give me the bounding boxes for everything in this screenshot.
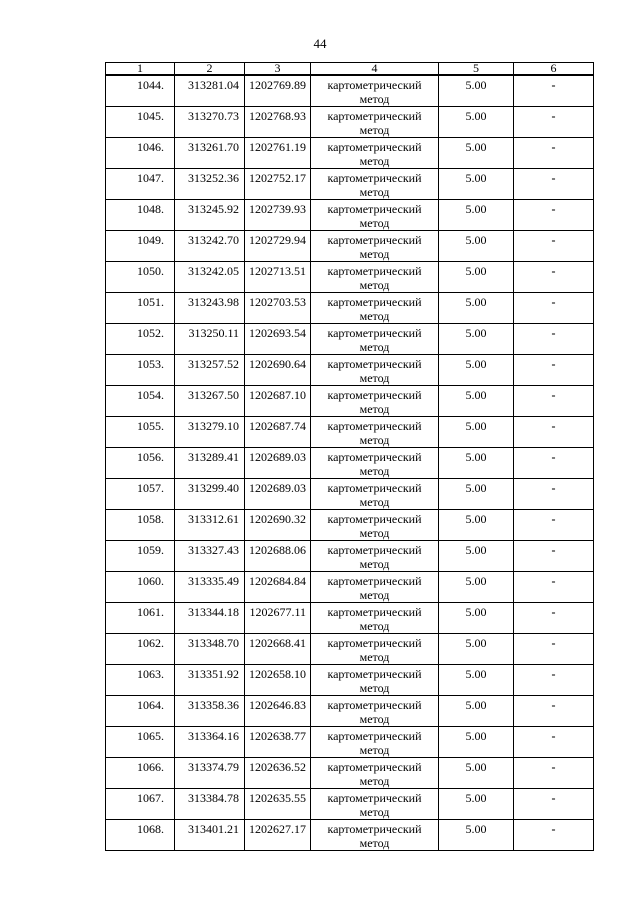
accuracy: 5.00 <box>439 479 514 510</box>
table-row <box>106 448 594 479</box>
coord-x: 313252.36 <box>175 169 245 200</box>
accuracy: 5.00 <box>439 696 514 727</box>
point-number: 1063. <box>106 665 175 696</box>
method-cell <box>311 169 439 200</box>
method-line-2: метод <box>359 185 390 199</box>
method-line-1: картометрический <box>327 636 422 650</box>
coord-y: 1202689.03 <box>245 479 311 510</box>
method-line-1: картометрический <box>327 481 422 495</box>
method-cell <box>311 758 439 789</box>
method-line-2: метод <box>359 278 390 292</box>
point-number: 1052. <box>106 324 175 355</box>
method-line-1: картометрический <box>327 264 422 278</box>
point-number: 1049. <box>106 231 175 262</box>
method-line-1: картометрический <box>327 543 422 557</box>
point-number: 1054. <box>106 386 175 417</box>
method-line-2: метод <box>359 154 390 168</box>
point-number: 1046. <box>106 138 175 169</box>
coord-x: 313245.92 <box>175 200 245 231</box>
method-line-1: картометрический <box>327 605 422 619</box>
table-row <box>106 200 594 231</box>
accuracy: 5.00 <box>439 758 514 789</box>
page-number: 44 <box>313 36 327 51</box>
coord-y: 1202638.77 <box>245 727 311 758</box>
description: - <box>514 448 594 479</box>
method-cell <box>311 293 439 324</box>
coord-y: 1202713.51 <box>245 262 311 293</box>
table-row <box>106 479 594 510</box>
method-line-1: картометрический <box>327 357 422 371</box>
table-row <box>106 231 594 262</box>
accuracy: 5.00 <box>439 262 514 293</box>
method-cell <box>311 510 439 541</box>
accuracy: 5.00 <box>439 75 514 107</box>
method-cell <box>311 355 439 386</box>
table-row <box>106 758 594 789</box>
accuracy: 5.00 <box>439 107 514 138</box>
method-line-1: картометрический <box>327 698 422 712</box>
method-cell <box>311 541 439 572</box>
method-line-2: метод <box>359 216 390 230</box>
method-cell <box>311 634 439 665</box>
point-number: 1053. <box>106 355 175 386</box>
table-body <box>106 75 594 851</box>
method-line-2: метод <box>359 712 390 726</box>
description: - <box>514 262 594 293</box>
method-line-2: метод <box>359 92 390 106</box>
table-row <box>106 417 594 448</box>
coord-x: 313312.61 <box>175 510 245 541</box>
accuracy: 5.00 <box>439 448 514 479</box>
accuracy: 5.00 <box>439 169 514 200</box>
point-number: 1056. <box>106 448 175 479</box>
method-line-2: метод <box>359 433 390 447</box>
point-number: 1067. <box>106 789 175 820</box>
accuracy: 5.00 <box>439 355 514 386</box>
coord-y: 1202768.93 <box>245 107 311 138</box>
coord-y: 1202677.11 <box>245 603 311 634</box>
accuracy: 5.00 <box>439 820 514 851</box>
point-number: 1057. <box>106 479 175 510</box>
coord-y: 1202729.94 <box>245 231 311 262</box>
method-cell <box>311 572 439 603</box>
coord-x: 313299.40 <box>175 479 245 510</box>
point-number: 1064. <box>106 696 175 727</box>
header-col-2: 2 <box>175 63 245 76</box>
accuracy: 5.00 <box>439 634 514 665</box>
point-number: 1050. <box>106 262 175 293</box>
method-cell <box>311 231 439 262</box>
header-col-4: 4 <box>311 63 439 76</box>
method-line-2: метод <box>359 557 390 571</box>
method-line-2: метод <box>359 247 390 261</box>
coord-x: 313270.73 <box>175 107 245 138</box>
method-line-2: метод <box>359 526 390 540</box>
table-row <box>106 262 594 293</box>
table-row <box>106 634 594 665</box>
method-cell <box>311 107 439 138</box>
point-number: 1066. <box>106 758 175 789</box>
method-line-1: картометрический <box>327 574 422 588</box>
description: - <box>514 541 594 572</box>
table-row <box>106 138 594 169</box>
coordinates-table <box>105 62 594 851</box>
method-line-1: картометрический <box>327 729 422 743</box>
table-row <box>106 355 594 386</box>
method-cell <box>311 386 439 417</box>
description: - <box>514 727 594 758</box>
table-row <box>106 324 594 355</box>
description: - <box>514 231 594 262</box>
method-line-1: картометрический <box>327 78 422 92</box>
method-line-1: картометрический <box>327 109 422 123</box>
method-cell <box>311 75 439 107</box>
point-number: 1045. <box>106 107 175 138</box>
point-number: 1062. <box>106 634 175 665</box>
table-row <box>106 107 594 138</box>
table-row <box>106 293 594 324</box>
table-row <box>106 789 594 820</box>
accuracy: 5.00 <box>439 386 514 417</box>
coord-y: 1202684.84 <box>245 572 311 603</box>
table-header <box>106 63 594 76</box>
coord-x: 313364.16 <box>175 727 245 758</box>
table-row <box>106 541 594 572</box>
description: - <box>514 324 594 355</box>
method-line-2: метод <box>359 836 390 850</box>
method-line-2: метод <box>359 650 390 664</box>
description: - <box>514 820 594 851</box>
description: - <box>514 634 594 665</box>
accuracy: 5.00 <box>439 510 514 541</box>
coord-y: 1202688.06 <box>245 541 311 572</box>
method-cell <box>311 479 439 510</box>
method-cell <box>311 727 439 758</box>
coord-y: 1202658.10 <box>245 665 311 696</box>
accuracy: 5.00 <box>439 541 514 572</box>
coord-y: 1202627.17 <box>245 820 311 851</box>
description: - <box>514 789 594 820</box>
method-cell <box>311 262 439 293</box>
table-row <box>106 696 594 727</box>
coord-x: 313327.43 <box>175 541 245 572</box>
coord-x: 313351.92 <box>175 665 245 696</box>
method-line-2: метод <box>359 402 390 416</box>
point-number: 1055. <box>106 417 175 448</box>
description: - <box>514 169 594 200</box>
point-number: 1059. <box>106 541 175 572</box>
method-line-2: метод <box>359 743 390 757</box>
accuracy: 5.00 <box>439 727 514 758</box>
coord-y: 1202690.32 <box>245 510 311 541</box>
method-line-2: метод <box>359 464 390 478</box>
coord-x: 313289.41 <box>175 448 245 479</box>
accuracy: 5.00 <box>439 789 514 820</box>
table-row <box>106 727 594 758</box>
point-number: 1060. <box>106 572 175 603</box>
header-col-6: 6 <box>514 63 594 76</box>
method-line-1: картометрический <box>327 667 422 681</box>
description: - <box>514 603 594 634</box>
method-line-1: картометрический <box>327 202 422 216</box>
method-line-1: картометрический <box>327 233 422 247</box>
description: - <box>514 572 594 603</box>
coord-x: 313281.04 <box>175 75 245 107</box>
coord-x: 313384.78 <box>175 789 245 820</box>
point-number: 1048. <box>106 200 175 231</box>
method-cell <box>311 138 439 169</box>
header-col-3: 3 <box>245 63 311 76</box>
table-row <box>106 169 594 200</box>
coord-x: 313250.11 <box>175 324 245 355</box>
method-line-2: метод <box>359 123 390 137</box>
coord-y: 1202739.93 <box>245 200 311 231</box>
method-cell <box>311 200 439 231</box>
coord-y: 1202693.54 <box>245 324 311 355</box>
method-line-2: метод <box>359 774 390 788</box>
coord-y: 1202690.64 <box>245 355 311 386</box>
coord-y: 1202703.53 <box>245 293 311 324</box>
coord-y: 1202635.55 <box>245 789 311 820</box>
coord-y: 1202752.17 <box>245 169 311 200</box>
coord-x: 313242.70 <box>175 231 245 262</box>
accuracy: 5.00 <box>439 572 514 603</box>
accuracy: 5.00 <box>439 293 514 324</box>
coord-x: 313358.36 <box>175 696 245 727</box>
method-line-1: картометрический <box>327 760 422 774</box>
description: - <box>514 75 594 107</box>
coord-x: 313267.50 <box>175 386 245 417</box>
point-number: 1047. <box>106 169 175 200</box>
description: - <box>514 293 594 324</box>
description: - <box>514 696 594 727</box>
method-line-2: метод <box>359 805 390 819</box>
coord-y: 1202687.74 <box>245 417 311 448</box>
point-number: 1044. <box>106 75 175 107</box>
method-cell <box>311 324 439 355</box>
accuracy: 5.00 <box>439 417 514 448</box>
method-line-1: картометрический <box>327 822 422 836</box>
description: - <box>514 479 594 510</box>
description: - <box>514 138 594 169</box>
method-cell <box>311 789 439 820</box>
accuracy: 5.00 <box>439 324 514 355</box>
method-line-2: метод <box>359 681 390 695</box>
coord-y: 1202668.41 <box>245 634 311 665</box>
description: - <box>514 665 594 696</box>
method-line-1: картометрический <box>327 326 422 340</box>
description: - <box>514 107 594 138</box>
method-line-2: метод <box>359 371 390 385</box>
table-row <box>106 75 594 107</box>
method-cell <box>311 603 439 634</box>
method-line-1: картометрический <box>327 388 422 402</box>
coord-y: 1202769.89 <box>245 75 311 107</box>
table-row <box>106 820 594 851</box>
accuracy: 5.00 <box>439 603 514 634</box>
method-line-2: метод <box>359 619 390 633</box>
header-col-1: 1 <box>106 63 175 76</box>
accuracy: 5.00 <box>439 665 514 696</box>
point-number: 1068. <box>106 820 175 851</box>
method-cell <box>311 665 439 696</box>
coord-x: 313374.79 <box>175 758 245 789</box>
coord-x: 313257.52 <box>175 355 245 386</box>
method-line-1: картометрический <box>327 450 422 464</box>
table-row <box>106 665 594 696</box>
method-line-2: метод <box>359 309 390 323</box>
method-cell <box>311 448 439 479</box>
coord-x: 313335.49 <box>175 572 245 603</box>
coord-y: 1202687.10 <box>245 386 311 417</box>
method-line-2: метод <box>359 588 390 602</box>
method-line-1: картометрический <box>327 791 422 805</box>
header-row <box>106 63 594 76</box>
method-cell <box>311 417 439 448</box>
description: - <box>514 355 594 386</box>
point-number: 1058. <box>106 510 175 541</box>
description: - <box>514 417 594 448</box>
coord-x: 313243.98 <box>175 293 245 324</box>
table-row <box>106 603 594 634</box>
coord-y: 1202646.83 <box>245 696 311 727</box>
point-number: 1065. <box>106 727 175 758</box>
table-row <box>106 510 594 541</box>
method-line-1: картометрический <box>327 140 422 154</box>
coord-x: 313348.70 <box>175 634 245 665</box>
coord-x: 313279.10 <box>175 417 245 448</box>
method-line-1: картометрический <box>327 419 422 433</box>
point-number: 1061. <box>106 603 175 634</box>
method-cell <box>311 696 439 727</box>
method-line-1: картометрический <box>327 512 422 526</box>
method-line-2: метод <box>359 495 390 509</box>
header-col-5: 5 <box>439 63 514 76</box>
coord-x: 313261.70 <box>175 138 245 169</box>
table-row <box>106 386 594 417</box>
point-number: 1051. <box>106 293 175 324</box>
method-line-1: картометрический <box>327 171 422 185</box>
coord-x: 313401.21 <box>175 820 245 851</box>
description: - <box>514 386 594 417</box>
coord-x: 313242.05 <box>175 262 245 293</box>
coord-y: 1202689.03 <box>245 448 311 479</box>
accuracy: 5.00 <box>439 231 514 262</box>
description: - <box>514 200 594 231</box>
method-line-1: картометрический <box>327 295 422 309</box>
coord-y: 1202761.19 <box>245 138 311 169</box>
description: - <box>514 758 594 789</box>
accuracy: 5.00 <box>439 200 514 231</box>
coord-x: 313344.18 <box>175 603 245 634</box>
accuracy: 5.00 <box>439 138 514 169</box>
table-row <box>106 572 594 603</box>
coord-y: 1202636.52 <box>245 758 311 789</box>
method-line-2: метод <box>359 340 390 354</box>
method-cell <box>311 820 439 851</box>
description: - <box>514 510 594 541</box>
